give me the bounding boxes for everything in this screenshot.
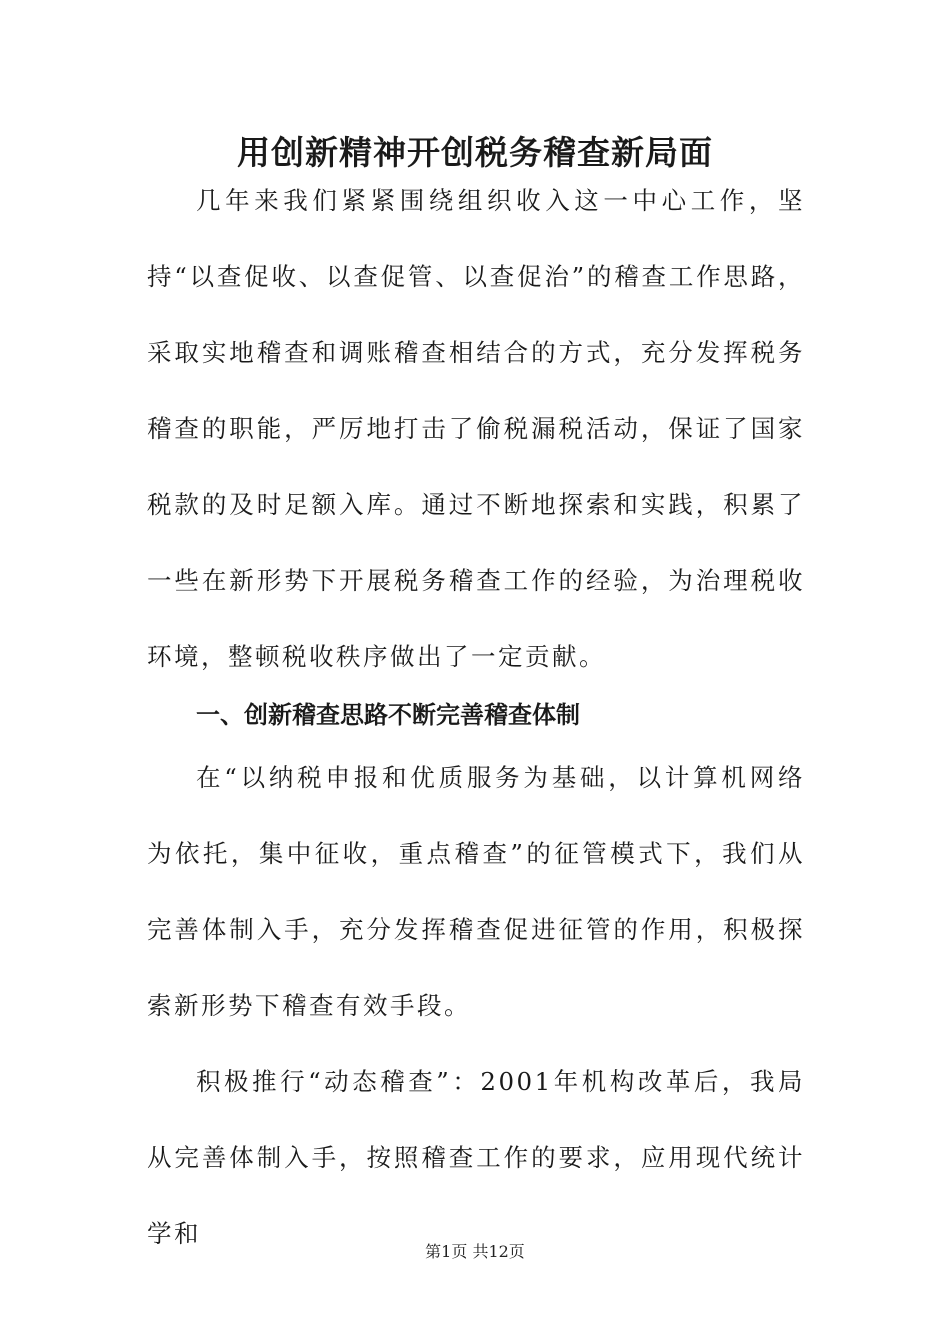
document-title: 用创新精神开创税务稽查新局面 [237, 133, 713, 172]
section-paragraph: 在“以纳税申报和优质服务为基础，以计算机网络为依托，集中征收，重点稽查”的征管模式下，我们从完善体制入手，充分发挥稽查促进征管的作用，积极探索新形势下稽查有效手段。 [147, 763, 805, 1020]
intro-paragraph: 几年来我们紧紧围绕组织收入这一中心工作，坚持“以查促收、以查促管、以查促治”的稽查工作思路，采取实地稽查和调账稽查相结合的方式，充分发挥税务稽查的职能，严厉地打击了偷税漏税活动，保证了国家税款的及时足额入库。通过不断地探索和实践，积累了一些在新形势下开展税务稽查工作的经验，为治理税收环境，整顿税收秩序做出了一定贡献。 [147, 186, 805, 671]
page-number: 第1页 共12页 [425, 1242, 525, 1261]
section-paragraph: 积极推行“动态稽查”：2001年机构改革后，我局从完善体制入手，按照稽查工作的要求，应用现代统计学和 [147, 1067, 805, 1248]
section-heading: 一、创新稽查思路不断完善稽查体制 [196, 701, 580, 729]
